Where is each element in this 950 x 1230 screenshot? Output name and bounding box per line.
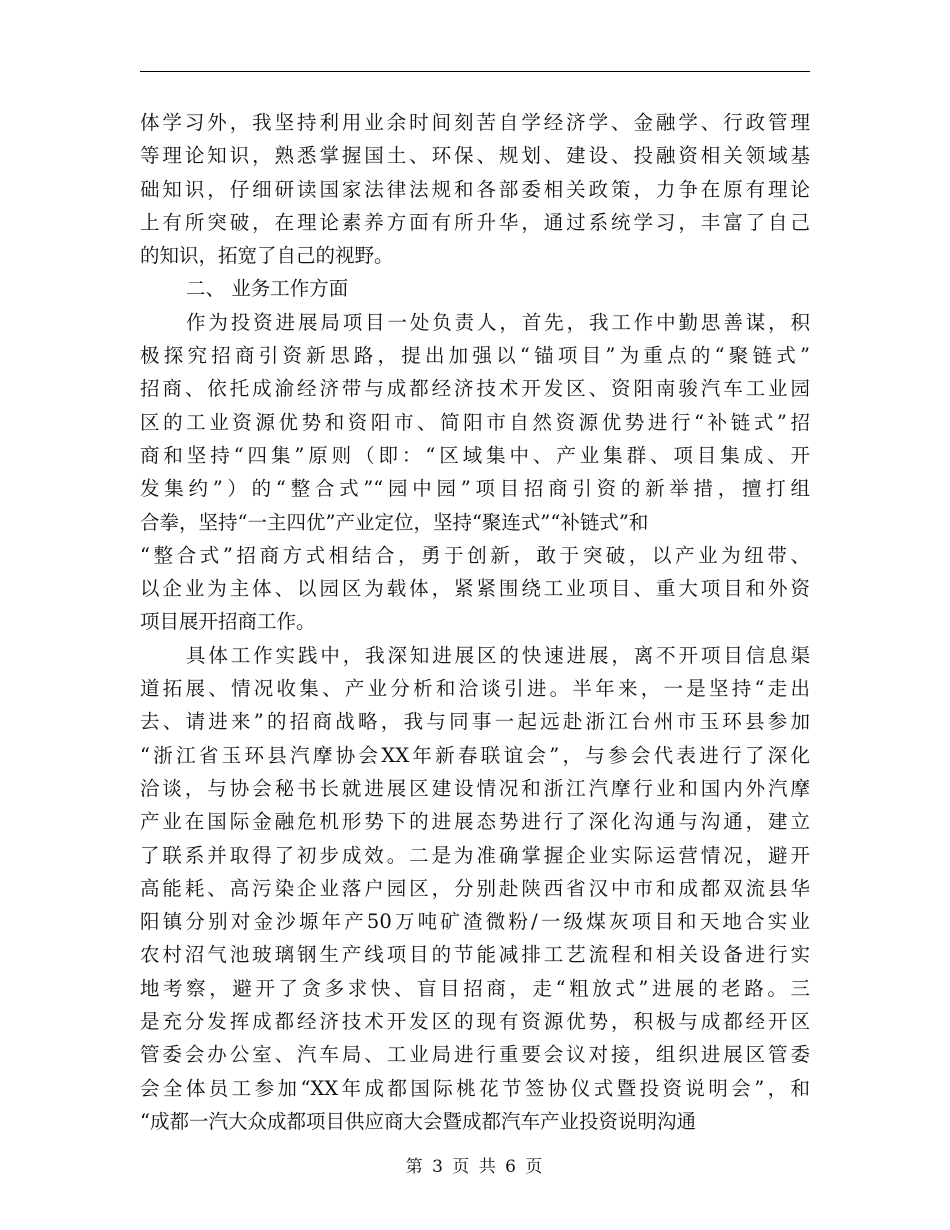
text-line: 去、请进来”的招商战略，我与同事一起远赴浙江台州市玉环县参加: [140, 710, 810, 734]
text-line: 管委会办公室、汽车局、工业局进行重要会议对接，组织进展区管委: [140, 1043, 810, 1067]
text-line: 地考察，避开了贪多求快、盲目招商，走“粗放式”进展的老路。三: [140, 976, 810, 1000]
text-line: 极探究招商引资新思路，提出加强以“锚项目”为重点的“聚链式”: [140, 344, 810, 368]
text-line: 了联系并取得了初步成效。二是为准确掌握企业实际运营情况，避开: [140, 843, 810, 867]
text-line: 道拓展、情况收集、产业分析和洽谈引进。半年来，一是坚持“走出: [140, 677, 810, 701]
text-line: 等理论知识，熟悉掌握国土、环保、规划、建设、投融资相关领域基: [140, 144, 810, 168]
text-line: 高能耗、高污染企业落户园区，分别赴陕西省汉中市和成都双流县华: [140, 876, 810, 900]
text-line: 作为投资进展局项目一处负责人，首先，我工作中勤思善谋，积: [186, 310, 810, 334]
text-line: 础知识，仔细研读国家法律法规和各部委相关政策，力争在原有理论: [140, 177, 810, 201]
text-line: 产业在国际金融危机形势下的进展态势进行了深化沟通与沟通，建立: [140, 810, 810, 834]
text-line: 会全体员工参加“XX年成都国际桃花节签协仪式暨投资说明会”，和: [140, 1076, 810, 1100]
header-rule: [140, 71, 810, 72]
text-line: 合拳，坚持“一主四优”产业定位，坚持“聚连式”“补链式”和: [140, 510, 649, 534]
text-line: 体学习外，我坚持利用业余时间刻苦自学经济学、金融学、行政管理: [140, 111, 810, 134]
text-line: “整合式”招商方式相结合，勇于创新，敢于突破，以产业为纽带、: [140, 543, 810, 567]
text-line: 招商、依托成渝经济带与成都经济技术开发区、资阳南骏汽车工业园: [140, 377, 810, 401]
text-line: 洽谈，与协会秘书长就进展区建设情况和浙江汽摩行业和国内外汽摩: [140, 776, 810, 800]
text-line: 是充分发挥成都经济技术开发区的现有资源优势，积极与成都经开区: [140, 1010, 810, 1034]
text-line: 上有所突破，在理论素养方面有所升华，通过系统学习，丰富了自己: [140, 210, 810, 234]
page-number-footer: 第 3 页 共 6 页: [405, 1157, 545, 1177]
text-line: 的知识，拓宽了自己的视野。: [140, 244, 394, 268]
text-line: 阳镇分别对金沙塬年产50万吨矿渣微粉/一级煤灰项目和天地合实业: [140, 910, 810, 934]
text-line: 农村沼气池玻璃钢生产线项目的节能减排工艺流程和相关设备进行实: [140, 943, 810, 967]
text-line: 区的工业资源优势和资阳市、简阳市自然资源优势进行“补链式”招: [140, 410, 810, 434]
text-line: 具体工作实践中，我深知进展区的快速进展，离不开项目信息渠: [186, 643, 810, 667]
text-line: 以企业为主体、以园区为载体，紧紧围绕工业项目、重大项目和外资: [140, 577, 810, 601]
text-line: “浙江省玉环县汽摩协会XX年新春联谊会”，与参会代表进行了深化: [140, 743, 810, 767]
text-line: “成都一汽大众成都项目供应商大会暨成都汽车产业投资说明沟通: [140, 1109, 696, 1133]
text-line: 项目展开招商工作。: [140, 610, 316, 634]
body-text: [140, 106, 810, 1138]
section-heading: 二、 业务工作方面: [186, 277, 349, 301]
text-line: 发集约”）的“整合式”“园中园”项目招商引资的新举措，擅打组: [140, 477, 810, 501]
text-line: 商和坚持“四集”原则（即：“区域集中、产业集群、项目集成、开: [140, 443, 810, 467]
